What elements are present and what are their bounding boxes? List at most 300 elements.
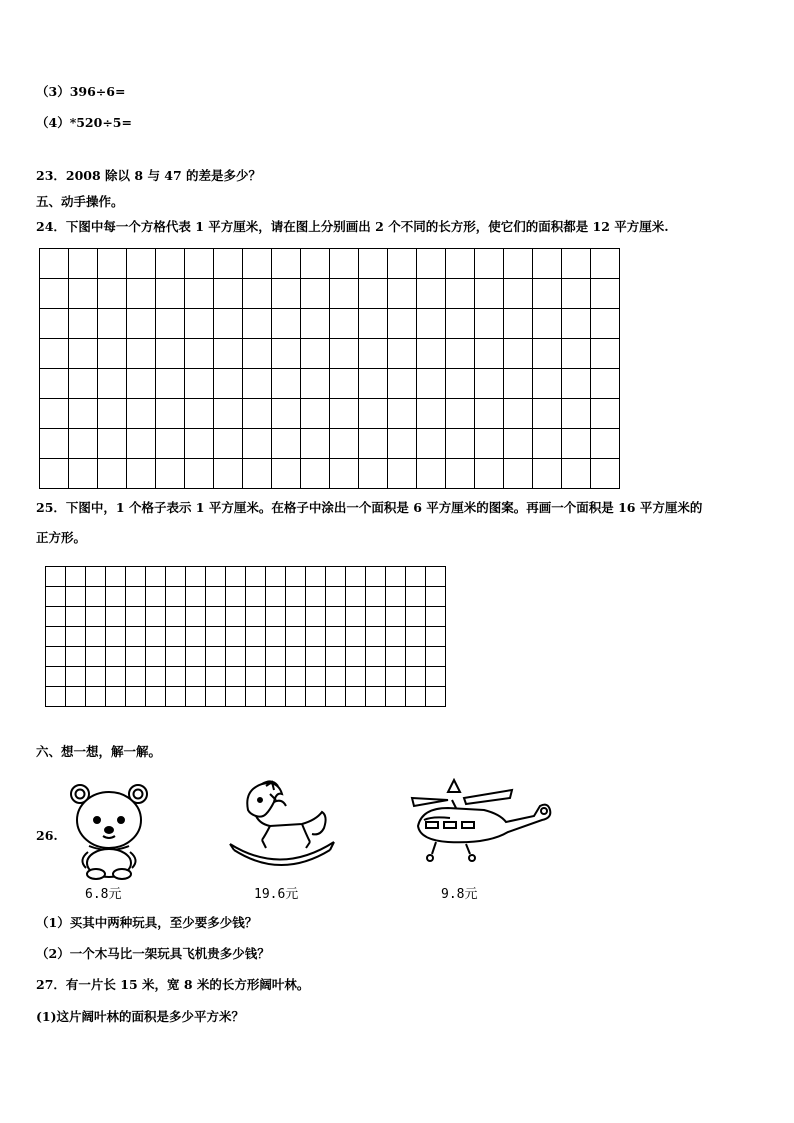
grid-cell[interactable] (426, 687, 446, 707)
grid-cell[interactable] (243, 309, 272, 339)
grid-cell[interactable] (226, 567, 246, 587)
grid-cell[interactable] (206, 607, 226, 627)
grid-cell[interactable] (388, 309, 417, 339)
grid-cell[interactable] (156, 369, 185, 399)
grid-cell[interactable] (186, 567, 206, 587)
grid-cell[interactable] (185, 459, 214, 489)
grid-cell[interactable] (86, 687, 106, 707)
grid-cell[interactable] (366, 627, 386, 647)
grid-cell[interactable] (246, 607, 266, 627)
grid-cell[interactable] (591, 339, 620, 369)
grid-cell[interactable] (146, 587, 166, 607)
grid-cell[interactable] (40, 309, 69, 339)
grid-cell[interactable] (562, 249, 591, 279)
grid-cell[interactable] (359, 399, 388, 429)
grid-cell[interactable] (388, 369, 417, 399)
grid-cell[interactable] (185, 309, 214, 339)
grid-cell[interactable] (366, 667, 386, 687)
grid-cell[interactable] (206, 587, 226, 607)
grid-cell[interactable] (330, 429, 359, 459)
grid-cell[interactable] (386, 607, 406, 627)
grid-cell[interactable] (166, 687, 186, 707)
grid-cell[interactable] (86, 627, 106, 647)
grid-cell[interactable] (46, 647, 66, 667)
grid-cell[interactable] (346, 587, 366, 607)
grid-cell[interactable] (206, 687, 226, 707)
grid-cell[interactable] (306, 647, 326, 667)
grid-cell[interactable] (330, 249, 359, 279)
grid-cell[interactable] (214, 279, 243, 309)
grid-cell[interactable] (127, 429, 156, 459)
grid-cell[interactable] (306, 667, 326, 687)
grid-cell[interactable] (359, 309, 388, 339)
grid-cell[interactable] (562, 429, 591, 459)
grid-cell[interactable] (40, 279, 69, 309)
grid-cell[interactable] (146, 667, 166, 687)
grid-cell[interactable] (246, 647, 266, 667)
grid-cell[interactable] (346, 687, 366, 707)
grid-cell[interactable] (417, 429, 446, 459)
grid-cell[interactable] (504, 369, 533, 399)
grid-cell[interactable] (246, 687, 266, 707)
grid-cell[interactable] (146, 607, 166, 627)
grid-cell[interactable] (504, 429, 533, 459)
grid-cell[interactable] (446, 429, 475, 459)
grid-cell[interactable] (156, 309, 185, 339)
grid-cell[interactable] (326, 647, 346, 667)
grid-cell[interactable] (214, 399, 243, 429)
grid-cell[interactable] (326, 627, 346, 647)
grid-cell[interactable] (286, 567, 306, 587)
grid-cell[interactable] (388, 399, 417, 429)
grid-cell[interactable] (243, 429, 272, 459)
grid-cell[interactable] (286, 667, 306, 687)
grid-cell[interactable] (98, 279, 127, 309)
grid-cell[interactable] (406, 567, 426, 587)
grid-cell[interactable] (40, 459, 69, 489)
grid-cell[interactable] (591, 249, 620, 279)
grid-cell[interactable] (533, 309, 562, 339)
grid-cell[interactable] (40, 369, 69, 399)
grid-cell[interactable] (266, 647, 286, 667)
grid-cell[interactable] (226, 687, 246, 707)
grid-cell[interactable] (69, 429, 98, 459)
grid-cell[interactable] (286, 607, 306, 627)
grid-cell[interactable] (330, 339, 359, 369)
grid-cell[interactable] (346, 607, 366, 627)
grid-cell[interactable] (562, 399, 591, 429)
grid-cell[interactable] (591, 279, 620, 309)
grid-cell[interactable] (243, 339, 272, 369)
grid-cell[interactable] (98, 429, 127, 459)
grid-cell[interactable] (69, 249, 98, 279)
grid-cell[interactable] (504, 459, 533, 489)
grid-cell[interactable] (166, 587, 186, 607)
grid-cell[interactable] (426, 667, 446, 687)
grid-cell[interactable] (504, 279, 533, 309)
grid-cell[interactable] (406, 687, 426, 707)
grid-cell[interactable] (475, 249, 504, 279)
grid-cell[interactable] (186, 627, 206, 647)
grid-cell[interactable] (86, 607, 106, 627)
grid-cell[interactable] (591, 459, 620, 489)
grid-cell[interactable] (46, 607, 66, 627)
grid-cell[interactable] (69, 369, 98, 399)
grid-cell[interactable] (126, 567, 146, 587)
grid-cell[interactable] (406, 587, 426, 607)
grid-cell[interactable] (106, 587, 126, 607)
grid-cell[interactable] (206, 647, 226, 667)
grid-cell[interactable] (406, 647, 426, 667)
grid-cell[interactable] (106, 667, 126, 687)
grid-cell[interactable] (330, 459, 359, 489)
grid-cell[interactable] (46, 627, 66, 647)
grid-cell[interactable] (126, 647, 146, 667)
grid-cell[interactable] (46, 687, 66, 707)
grid-cell[interactable] (186, 687, 206, 707)
grid-cell[interactable] (98, 459, 127, 489)
grid-cell[interactable] (166, 567, 186, 587)
grid-cell[interactable] (246, 587, 266, 607)
grid-cell[interactable] (417, 399, 446, 429)
grid-cell[interactable] (475, 279, 504, 309)
grid-cell[interactable] (156, 399, 185, 429)
grid-cell[interactable] (156, 429, 185, 459)
grid-cell[interactable] (301, 339, 330, 369)
grid-cell[interactable] (126, 607, 146, 627)
grid-cell[interactable] (306, 587, 326, 607)
grid-cell[interactable] (426, 647, 446, 667)
grid-cell[interactable] (366, 647, 386, 667)
grid-cell[interactable] (388, 429, 417, 459)
grid-cell[interactable] (301, 279, 330, 309)
grid-cell[interactable] (126, 687, 146, 707)
grid-cell[interactable] (446, 339, 475, 369)
grid-cell[interactable] (330, 369, 359, 399)
grid-cell[interactable] (386, 647, 406, 667)
grid-cell[interactable] (306, 567, 326, 587)
grid-cell[interactable] (475, 429, 504, 459)
grid-cell[interactable] (226, 587, 246, 607)
grid-cell[interactable] (426, 627, 446, 647)
grid-cell[interactable] (266, 627, 286, 647)
grid-cell[interactable] (366, 567, 386, 587)
grid-cell[interactable] (246, 567, 266, 587)
grid-cell[interactable] (46, 587, 66, 607)
grid-cell[interactable] (214, 369, 243, 399)
grid-cell[interactable] (330, 309, 359, 339)
grid-cell[interactable] (346, 647, 366, 667)
grid-cell[interactable] (86, 587, 106, 607)
grid-cell[interactable] (388, 459, 417, 489)
grid-cell[interactable] (98, 339, 127, 369)
grid-cell[interactable] (266, 687, 286, 707)
grid-cell[interactable] (406, 667, 426, 687)
grid-cell[interactable] (127, 399, 156, 429)
grid-cell[interactable] (185, 429, 214, 459)
grid-cell[interactable] (246, 667, 266, 687)
grid-cell[interactable] (359, 249, 388, 279)
grid-cell[interactable] (475, 339, 504, 369)
grid-cell[interactable] (359, 369, 388, 399)
grid-cell[interactable] (69, 339, 98, 369)
grid-cell[interactable] (330, 279, 359, 309)
grid-cell[interactable] (417, 249, 446, 279)
grid-cell[interactable] (272, 459, 301, 489)
grid-cell[interactable] (98, 309, 127, 339)
grid-cell[interactable] (388, 249, 417, 279)
grid-cell[interactable] (272, 249, 301, 279)
grid-cell[interactable] (417, 309, 446, 339)
grid-cell[interactable] (326, 667, 346, 687)
grid-cell[interactable] (475, 459, 504, 489)
grid-cell[interactable] (40, 249, 69, 279)
grid-cell[interactable] (562, 339, 591, 369)
grid-cell[interactable] (446, 309, 475, 339)
grid-cell[interactable] (406, 607, 426, 627)
grid-cell[interactable] (243, 369, 272, 399)
grid-cell[interactable] (366, 587, 386, 607)
grid-cell[interactable] (286, 647, 306, 667)
grid-cell[interactable] (246, 627, 266, 647)
grid-cell[interactable] (86, 667, 106, 687)
grid-cell[interactable] (66, 567, 86, 587)
grid-cell[interactable] (86, 567, 106, 587)
grid-cell[interactable] (266, 587, 286, 607)
grid-cell[interactable] (272, 339, 301, 369)
grid-cell[interactable] (186, 647, 206, 667)
grid-cell[interactable] (40, 399, 69, 429)
grid-cell[interactable] (156, 249, 185, 279)
grid-cell[interactable] (533, 339, 562, 369)
grid-cell[interactable] (127, 279, 156, 309)
grid-cell[interactable] (326, 587, 346, 607)
grid-cell[interactable] (417, 369, 446, 399)
grid-cell[interactable] (214, 309, 243, 339)
grid-cell[interactable] (562, 279, 591, 309)
grid-cell[interactable] (417, 459, 446, 489)
grid-cell[interactable] (66, 607, 86, 627)
grid-cell[interactable] (504, 339, 533, 369)
grid-cell[interactable] (226, 647, 246, 667)
grid-cell[interactable] (591, 309, 620, 339)
grid-cell[interactable] (156, 339, 185, 369)
grid-cell[interactable] (301, 459, 330, 489)
grid-cell[interactable] (186, 587, 206, 607)
grid-cell[interactable] (243, 399, 272, 429)
grid-cell[interactable] (326, 607, 346, 627)
grid-cell[interactable] (272, 279, 301, 309)
grid-cell[interactable] (214, 339, 243, 369)
grid-cell[interactable] (98, 369, 127, 399)
grid-cell[interactable] (346, 567, 366, 587)
grid-cell[interactable] (386, 687, 406, 707)
grid-cell[interactable] (272, 369, 301, 399)
grid-cell[interactable] (306, 627, 326, 647)
grid-cell[interactable] (243, 279, 272, 309)
grid-cell[interactable] (417, 279, 446, 309)
grid-cell[interactable] (406, 627, 426, 647)
grid-cell[interactable] (185, 369, 214, 399)
grid-cell[interactable] (106, 687, 126, 707)
grid-cell[interactable] (386, 627, 406, 647)
grid-cell[interactable] (286, 687, 306, 707)
grid-cell[interactable] (243, 459, 272, 489)
grid-cell[interactable] (359, 429, 388, 459)
grid-cell[interactable] (106, 567, 126, 587)
grid-cell[interactable] (446, 459, 475, 489)
grid-cell[interactable] (66, 587, 86, 607)
grid-cell[interactable] (366, 687, 386, 707)
grid-cell[interactable] (266, 567, 286, 587)
grid-cell[interactable] (69, 459, 98, 489)
grid-cell[interactable] (301, 249, 330, 279)
grid-cell[interactable] (186, 607, 206, 627)
grid-cell[interactable] (146, 627, 166, 647)
grid-cell[interactable] (266, 607, 286, 627)
grid-cell[interactable] (366, 607, 386, 627)
grid-cell[interactable] (533, 249, 562, 279)
grid-cell[interactable] (146, 647, 166, 667)
grid-cell[interactable] (533, 399, 562, 429)
grid-cell[interactable] (66, 687, 86, 707)
grid-cell[interactable] (446, 249, 475, 279)
grid-cell[interactable] (359, 339, 388, 369)
grid-cell[interactable] (388, 279, 417, 309)
grid-cell[interactable] (106, 607, 126, 627)
grid-cell[interactable] (126, 587, 146, 607)
grid-cell[interactable] (346, 627, 366, 647)
grid-cell[interactable] (185, 249, 214, 279)
grid-cell[interactable] (388, 339, 417, 369)
grid-cell[interactable] (226, 607, 246, 627)
grid-cell[interactable] (591, 369, 620, 399)
grid-cell[interactable] (185, 279, 214, 309)
grid-cell[interactable] (562, 459, 591, 489)
grid-cell[interactable] (127, 339, 156, 369)
grid-cell[interactable] (504, 249, 533, 279)
grid-cell[interactable] (66, 647, 86, 667)
grid-cell[interactable] (40, 339, 69, 369)
grid-cell[interactable] (417, 339, 446, 369)
grid-cell[interactable] (156, 279, 185, 309)
grid-cell[interactable] (127, 369, 156, 399)
grid-cell[interactable] (306, 687, 326, 707)
grid-cell[interactable] (533, 279, 562, 309)
grid-cell[interactable] (475, 309, 504, 339)
grid-cell[interactable] (69, 309, 98, 339)
grid-cell[interactable] (166, 607, 186, 627)
grid-cell[interactable] (346, 667, 366, 687)
grid-cell[interactable] (127, 309, 156, 339)
grid-cell[interactable] (214, 429, 243, 459)
grid-cell[interactable] (40, 429, 69, 459)
grid-cell[interactable] (146, 567, 166, 587)
grid-cell[interactable] (326, 567, 346, 587)
grid-cell[interactable] (166, 647, 186, 667)
grid-cell[interactable] (426, 607, 446, 627)
grid-cell[interactable] (533, 459, 562, 489)
grid-cell[interactable] (206, 627, 226, 647)
grid-cell[interactable] (301, 399, 330, 429)
grid-cell[interactable] (504, 309, 533, 339)
grid-cell[interactable] (214, 249, 243, 279)
grid-cell[interactable] (126, 627, 146, 647)
grid-cell[interactable] (126, 667, 146, 687)
grid-cell[interactable] (69, 399, 98, 429)
grid-cell[interactable] (446, 369, 475, 399)
grid-cell[interactable] (301, 369, 330, 399)
grid-cell[interactable] (106, 627, 126, 647)
grid-cell[interactable] (359, 279, 388, 309)
grid-cell[interactable] (533, 369, 562, 399)
grid-cell[interactable] (243, 249, 272, 279)
grid-cell[interactable] (286, 627, 306, 647)
grid-cell[interactable] (446, 279, 475, 309)
grid-cell[interactable] (426, 567, 446, 587)
grid-cell[interactable] (272, 399, 301, 429)
grid-cell[interactable] (226, 667, 246, 687)
grid-cell[interactable] (46, 567, 66, 587)
grid-cell[interactable] (66, 667, 86, 687)
grid-cell[interactable] (127, 249, 156, 279)
grid-cell[interactable] (562, 369, 591, 399)
grid-cell[interactable] (426, 587, 446, 607)
grid-cell[interactable] (166, 667, 186, 687)
grid-cell[interactable] (206, 667, 226, 687)
grid-cell[interactable] (98, 399, 127, 429)
grid-cell[interactable] (69, 279, 98, 309)
grid-cell[interactable] (475, 369, 504, 399)
grid-cell[interactable] (591, 399, 620, 429)
grid-cell[interactable] (386, 567, 406, 587)
grid-cell[interactable] (591, 429, 620, 459)
grid-cell[interactable] (330, 399, 359, 429)
grid-cell[interactable] (475, 399, 504, 429)
grid-cell[interactable] (46, 667, 66, 687)
grid-cell[interactable] (266, 667, 286, 687)
grid-cell[interactable] (386, 587, 406, 607)
grid-cell[interactable] (127, 459, 156, 489)
grid-cell[interactable] (185, 399, 214, 429)
grid-cell[interactable] (226, 627, 246, 647)
grid-cell[interactable] (86, 647, 106, 667)
grid-cell[interactable] (272, 429, 301, 459)
grid-cell[interactable] (533, 429, 562, 459)
grid-cell[interactable] (562, 309, 591, 339)
grid-cell[interactable] (326, 687, 346, 707)
grid-cell[interactable] (156, 459, 185, 489)
grid-cell[interactable] (386, 667, 406, 687)
grid-cell[interactable] (214, 459, 243, 489)
grid-cell[interactable] (504, 399, 533, 429)
grid-cell[interactable] (186, 667, 206, 687)
grid-cell[interactable] (301, 309, 330, 339)
grid-cell[interactable] (286, 587, 306, 607)
grid-cell[interactable] (272, 309, 301, 339)
grid-cell[interactable] (98, 249, 127, 279)
grid-cell[interactable] (166, 627, 186, 647)
grid-cell[interactable] (206, 567, 226, 587)
grid-cell[interactable] (66, 627, 86, 647)
grid-cell[interactable] (306, 607, 326, 627)
grid-cell[interactable] (301, 429, 330, 459)
grid-cell[interactable] (106, 647, 126, 667)
grid-cell[interactable] (359, 459, 388, 489)
grid-cell[interactable] (146, 687, 166, 707)
grid-cell[interactable] (185, 339, 214, 369)
grid-cell[interactable] (446, 399, 475, 429)
